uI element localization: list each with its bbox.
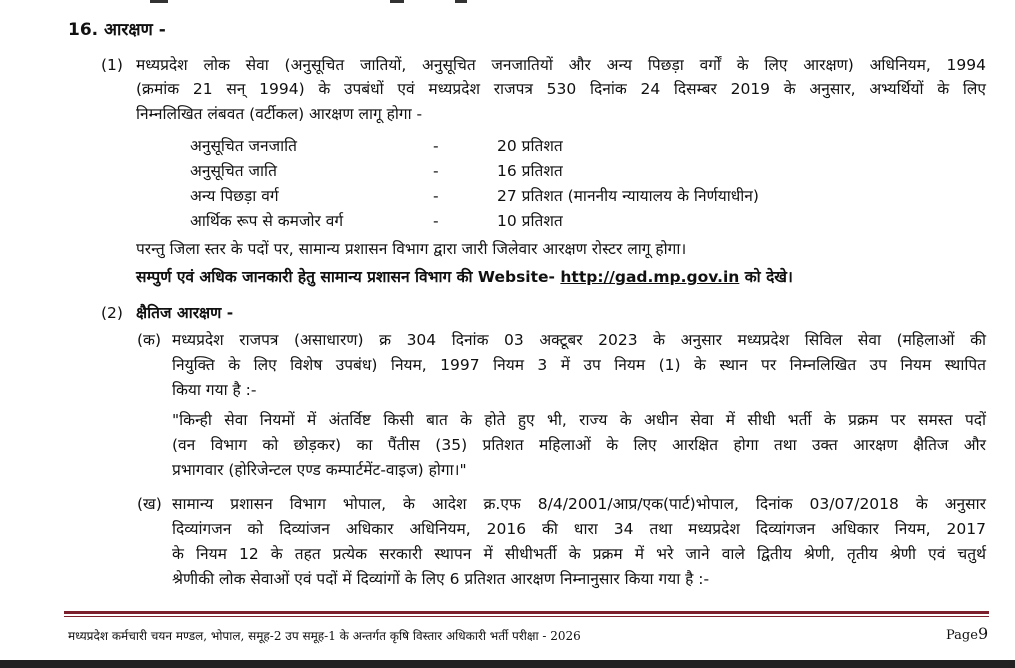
sub-a-line-2: नियुक्ति के लिए विशेष उपबंध) नियम, 1997 नियम 3 में उप नियम (1) के स्थान पर निम्नलिखित उप नियम स्थापित: [172, 356, 986, 374]
reservation-value: 16 प्रतिशत: [497, 162, 563, 180]
para-1-line-1: मध्यप्रदेश लोक सेवा (अनुसूचित जातियों, अनुसूचित जनजातियों और अन्य पिछड़ा वर्गों के लिए आरक्षण) अधिनियम, 1994: [136, 56, 986, 74]
reservation-value: 20 प्रतिशत: [497, 137, 563, 155]
website-suffix: को देखे।: [744, 268, 793, 286]
footer-rule-thin: [64, 616, 989, 617]
sub-a-line-3: किया गया है :-: [172, 381, 257, 399]
sub-b-label: (ख): [137, 495, 162, 513]
sub-b-line-4: श्रेणीकी लोक सेवाओं एवं पदों में दिव्यांगों के लिए 6 प्रतिशत आरक्षण निम्नानुसार किया गया है :-: [172, 570, 710, 588]
para-1-number: (1): [101, 56, 123, 74]
sub-b-line-2: दिव्यांगजन को दिव्यांजन अधिकार अधिनियम, 2016 की धारा 34 तथा मध्यप्रदेश दिव्यांगजन अधिकार नियम, 2017: [172, 520, 987, 538]
bottom-dark-strip: [0, 660, 1015, 668]
reservation-value: 27 प्रतिशत (माननीय न्यायालय के निर्णयाधीन): [497, 187, 759, 205]
footer-rule-thick: [64, 611, 989, 614]
sub-b-line-3: के नियम 12 के तहत प्रत्येक सरकारी स्थापन में सीधीभर्ती के प्रक्रम में भरे जाने वाले द्वितीय श्रेणी, तृतीय श्रेणी एवं चतुर्थ: [172, 545, 986, 563]
para-2-title: क्षैतिज आरक्षण -: [136, 304, 234, 322]
reservation-category: अनुसूचित जनजाति: [190, 137, 298, 155]
district-roster-note: परन्तु जिला स्तर के पदों पर, सामान्य प्रशासन विभाग द्वारा जारी जिलेवार आरक्षण रोस्टर लागू होगा।: [136, 240, 687, 258]
gad-website-link[interactable]: http://gad.mp.gov.in: [560, 268, 740, 286]
reservation-dash: -: [433, 187, 439, 205]
page-label: Page: [946, 628, 978, 643]
quote-line-1: "किन्ही सेवा नियमों में अंतर्विष्ट किसी बात के होते हुए भी, राज्य के अधीन सेवा में सीधी भर्ती के प्रक्रम पर समस्त पदों: [172, 411, 986, 429]
reservation-dash: -: [433, 162, 439, 180]
sub-a-label: (क): [137, 331, 161, 349]
reservation-category: अनुसूचित जाति: [190, 162, 277, 180]
reservation-category: अन्य पिछड़ा वर्ग: [190, 187, 279, 205]
quote-line-2: (वन विभाग को छोड़कर) का पैंतीस (35) प्रतिशत महिलाओं के लिए आरक्षित होगा तथा उक्त आरक्षण क्षैतिज और: [172, 436, 986, 454]
website-line: [136, 267, 793, 287]
top-cropped-line: [0, 0, 1015, 5]
quote-line-3: प्रभागवार (होरिजेन्टल एण्ड कम्पार्टमेंट-वाइज) होगा।": [172, 461, 467, 479]
website-prefix: सम्पुर्ण एवं अधिक जानकारी हेतु सामान्य प्रशासन विभाग की Website-: [136, 268, 555, 286]
para-1-line-3: निम्नलिखित लंबवत (वर्टीकल) आरक्षण लागू होगा -: [136, 105, 423, 123]
reservation-dash: -: [433, 137, 439, 155]
page-number: [946, 624, 988, 643]
footer-exam-title: मध्यप्रदेश कर्मचारी चयन मण्डल, भोपाल, समूह-2 उप समूह-1 के अन्तर्गत कृषि विस्तार अधिकारी भर्ती परीक्षा - 2026: [68, 629, 581, 643]
reservation-category: आर्थिक रूप से कमजोर वर्ग: [190, 212, 344, 230]
sub-a-line-1: मध्यप्रदेश राजपत्र (असाधारण) क्र 304 दिनांक 03 अक्टूबर 2023 के अनुसार मध्यप्रदेश सिविल सेवा (महिलाओं की: [172, 331, 986, 349]
para-2-number: (2): [101, 304, 123, 322]
reservation-value: 10 प्रतिशत: [497, 212, 563, 230]
reservation-dash: -: [433, 212, 439, 230]
section-heading: 16. आरक्षण -: [68, 20, 166, 40]
sub-b-line-1: सामान्य प्रशासन विभाग भोपाल, के आदेश क्र.एफ 8/4/2001/आप्र/एक(पार्ट)भोपाल, दिनांक 03/07/2018 के अनुसार: [172, 495, 986, 513]
para-1-line-2: (क्रमांक 21 सन् 1994) के उपबंधों एवं मध्यप्रदेश राजपत्र 530 दिनांक 24 दिसम्बर 2019 के अनुसार, अभ्यर्थियों के लिए: [136, 80, 986, 98]
page-number-value: 9: [977, 624, 989, 643]
